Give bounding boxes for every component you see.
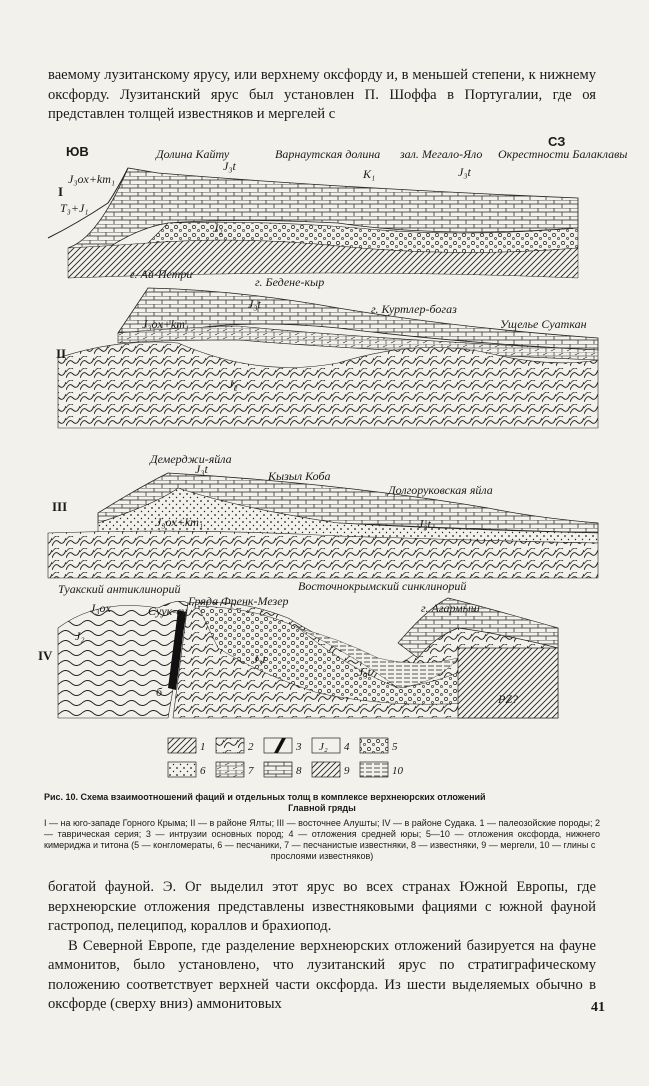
- stratum-label: J₃t: [223, 159, 236, 173]
- legend-label: 3: [296, 741, 302, 753]
- figure-caption: [44, 792, 600, 862]
- legend-label: 10: [392, 765, 403, 777]
- stratum-label: J₃t: [253, 652, 266, 666]
- caption-subtitle: Главной гряды: [288, 803, 356, 813]
- place-label: Демерджи-яйла: [150, 452, 232, 466]
- place-label: Гряда Френк-Мезер: [188, 594, 289, 608]
- caption-title: Рис. 10. Схема взаимоотношений фаций и отдельных толщ в комплексе верхнеюрских отложений: [44, 792, 486, 802]
- legend-label: 9: [344, 765, 350, 777]
- stratum-label: J₂: [75, 629, 85, 643]
- legend-label: 7: [248, 765, 254, 777]
- place-label: Долгоруковская яйла: [388, 483, 493, 497]
- place-label: г. Куртлер-богаз: [371, 302, 457, 316]
- section-4: [38, 579, 558, 718]
- place-label: Суук-су: [148, 604, 187, 618]
- stratum-label: J₃t: [248, 297, 261, 311]
- stratum-label: J₃t: [418, 517, 431, 531]
- section-3: [48, 452, 598, 578]
- stratum-label: J₂: [213, 221, 223, 235]
- section-roman-numeral: III: [52, 499, 68, 514]
- page-number: 41: [591, 1000, 605, 1015]
- legend-label: 5: [392, 741, 398, 753]
- paragraph-bottom-1: богатой фауной. Э. Ог выделил этот ярус во всех странах Южной Европы, где верхнеюрские отложения представлены известняковыми фациями с южной фауной гастропод, пелеципод, кораллов и брахиопод.: [48, 879, 596, 934]
- place-label: Долина Кайту: [156, 147, 230, 161]
- section-roman-numeral: II: [56, 346, 67, 361]
- section-roman-numeral: I: [58, 184, 64, 199]
- stratum-label: б: [156, 685, 163, 699]
- place-label: г. Агармыш: [421, 601, 480, 615]
- legend-label: 1: [200, 741, 206, 753]
- place-label: зал. Мегало-Яло: [400, 147, 483, 161]
- legend-label: 8: [296, 765, 302, 777]
- stratum-label: T₃+J₁: [60, 201, 89, 215]
- stratum-label: J₃t: [458, 165, 471, 179]
- section-2: [56, 267, 598, 428]
- legend-label: 6: [200, 765, 206, 777]
- section-1: [48, 134, 627, 278]
- direction-southeast: ЮВ: [66, 144, 89, 159]
- stratum-label: J₃t: [358, 665, 371, 679]
- paragraph-top: ваемому лузитанскому ярусу, или верхнему оксфорду и, в меньшей степени, к нижнему оксфорду. Лузитанский ярус был установлен П. Шоффа в Португалии, где оя представлен толщей известняков и мергелей с: [48, 67, 596, 122]
- paragraph-bottom-2: В Северной Европе, где разделение верхнеюрских отложений базируется на фауне аммонитов, было установлено, что лузитанский ярус по стратиграфическому положению соответствует верхней части оксфорда. Из шести выделяемых обычно в оксфорде (сверху вниз) аммонитовых: [48, 937, 596, 1012]
- stratum-label: J₃t: [195, 462, 208, 476]
- place-label: Ущелье Суаткан: [500, 317, 587, 331]
- stratum-label: J₃ox: [90, 601, 111, 615]
- section-roman-numeral: IV: [38, 648, 53, 663]
- paragraph-bottom: [48, 878, 596, 1015]
- caption-end: прослоями известняков): [270, 851, 374, 861]
- legend-label: 4: [344, 741, 350, 753]
- direction-northwest: СЗ: [548, 134, 566, 149]
- stratum-label: J₃ox+km₁: [68, 172, 116, 186]
- place-label: г. Ай-Петри: [130, 267, 193, 281]
- place-label: Туакский антиклинорий: [58, 582, 181, 596]
- stratum-label: PZ?: [498, 692, 519, 706]
- place-label: Окрестности Балаклавы: [498, 147, 628, 161]
- stratum-label: J₃ox+km₁: [142, 317, 190, 331]
- stratum-label: J₃ox+km₁: [156, 515, 204, 529]
- legend: [168, 738, 404, 777]
- legend-label: 2: [248, 741, 254, 753]
- place-label: Кызыл Коба: [268, 469, 331, 483]
- stratum-label: K₁: [363, 167, 376, 181]
- stratum-label: J₂: [228, 377, 238, 391]
- place-label: г. Бедене-кыр: [255, 275, 325, 289]
- caption-body: I — на юго-западе Горного Крыма; II — в районе Ялты; III — восточнее Алушты; IV — в районе Судака. 1 — палеозойские породы; 2 — таврическая серия; 3 — интрузии основных пород; 4 — отложения средней юры; 5—10 — отложения оксфорда, нижнего кимериджа и титона (5 — конгломераты, 6 — песчаники, 7 — песчанистые известняки, 8 — известняки, 9 — мергели, 10 — глины с: [44, 818, 600, 850]
- place-label: Варнаутская долина: [275, 147, 381, 161]
- geological-cross-sections-figure: [38, 128, 628, 788]
- place-label: Восточнокрымский синклинорий: [298, 579, 467, 593]
- legend-symbol: J₂: [319, 741, 328, 753]
